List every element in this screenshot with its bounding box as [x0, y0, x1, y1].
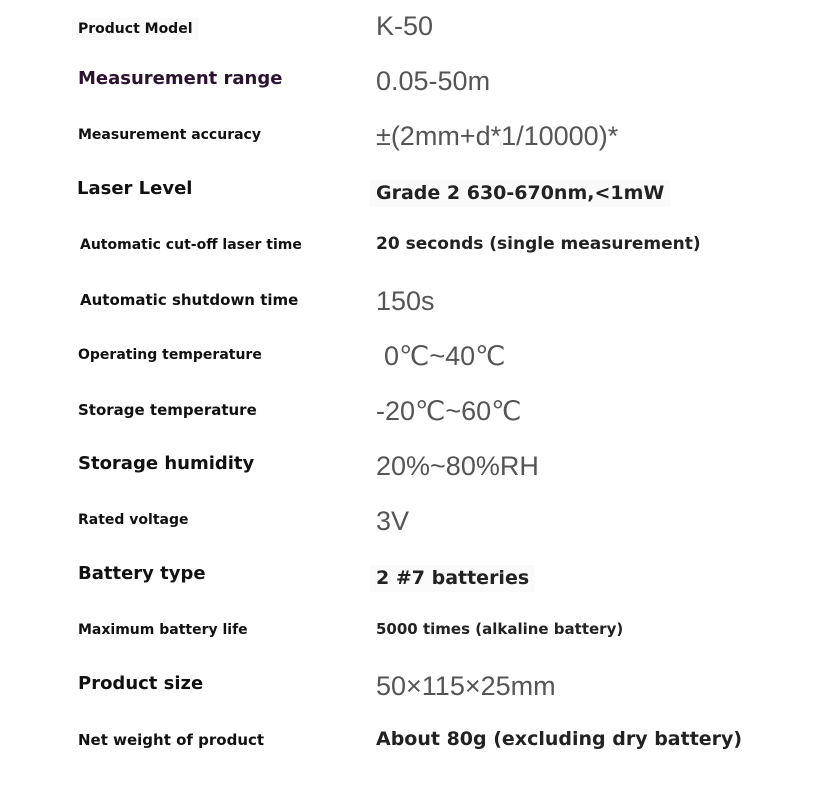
spec-label: Rated voltage: [78, 512, 189, 528]
spec-value: 5000 times (alkaline battery): [376, 620, 624, 638]
spec-value: 0℃~40℃: [384, 341, 506, 371]
spec-value: -20℃~60℃: [376, 396, 522, 426]
spec-value: 0.05-50m: [376, 66, 491, 96]
spec-label: Operating temperature: [78, 347, 262, 363]
spec-row-storage-temperature: [0, 385, 834, 440]
spec-value: 20%~80%RH: [376, 451, 539, 481]
spec-label: Storage temperature: [78, 401, 257, 419]
spec-row-laser-level: [0, 165, 834, 220]
spec-value: 2 #7 batteries: [370, 565, 535, 592]
spec-value: 3V: [376, 506, 410, 536]
spec-label: Net weight of product: [78, 731, 265, 749]
spec-label: Laser Level: [77, 178, 193, 199]
spec-label: Automatic cut-off laser time: [80, 237, 302, 253]
spec-label: Maximum battery life: [78, 622, 248, 638]
spec-label: Battery type: [78, 563, 206, 584]
spec-label: Product Model: [72, 18, 199, 40]
spec-row-max-battery-life: [0, 605, 834, 660]
spec-label: Storage humidity: [78, 453, 255, 474]
spec-label: Measurement accuracy: [78, 127, 261, 143]
spec-label: Automatic shutdown time: [80, 291, 299, 309]
spec-value: K-50: [376, 11, 434, 41]
spec-row-auto-shutdown-time: [0, 275, 834, 330]
spec-value: Grade 2 630-670nm,<1mW: [370, 180, 670, 207]
spec-row-storage-humidity: [0, 440, 834, 495]
spec-row-auto-cutoff-laser-time: [0, 220, 834, 275]
spec-value: About 80g (excluding dry battery): [376, 728, 743, 750]
spec-label: Measurement range: [78, 68, 283, 89]
spec-row-measurement-range: [0, 55, 834, 110]
spec-row-rated-voltage: [0, 495, 834, 550]
spec-value: 150s: [376, 286, 435, 316]
spec-row-net-weight: [0, 715, 834, 770]
spec-row-measurement-accuracy: [0, 110, 834, 165]
spec-label: Product size: [78, 673, 204, 694]
spec-value: 50×115×25mm: [376, 671, 556, 701]
spec-row-product-size: [0, 660, 834, 715]
spec-row-operating-temperature: [0, 330, 834, 385]
spec-value: 20 seconds (single measurement): [376, 234, 701, 254]
spec-row-battery-type: [0, 550, 834, 605]
spec-value: ±(2mm+d*1/10000)*: [376, 121, 619, 151]
spec-row-product-model: [0, 0, 834, 55]
